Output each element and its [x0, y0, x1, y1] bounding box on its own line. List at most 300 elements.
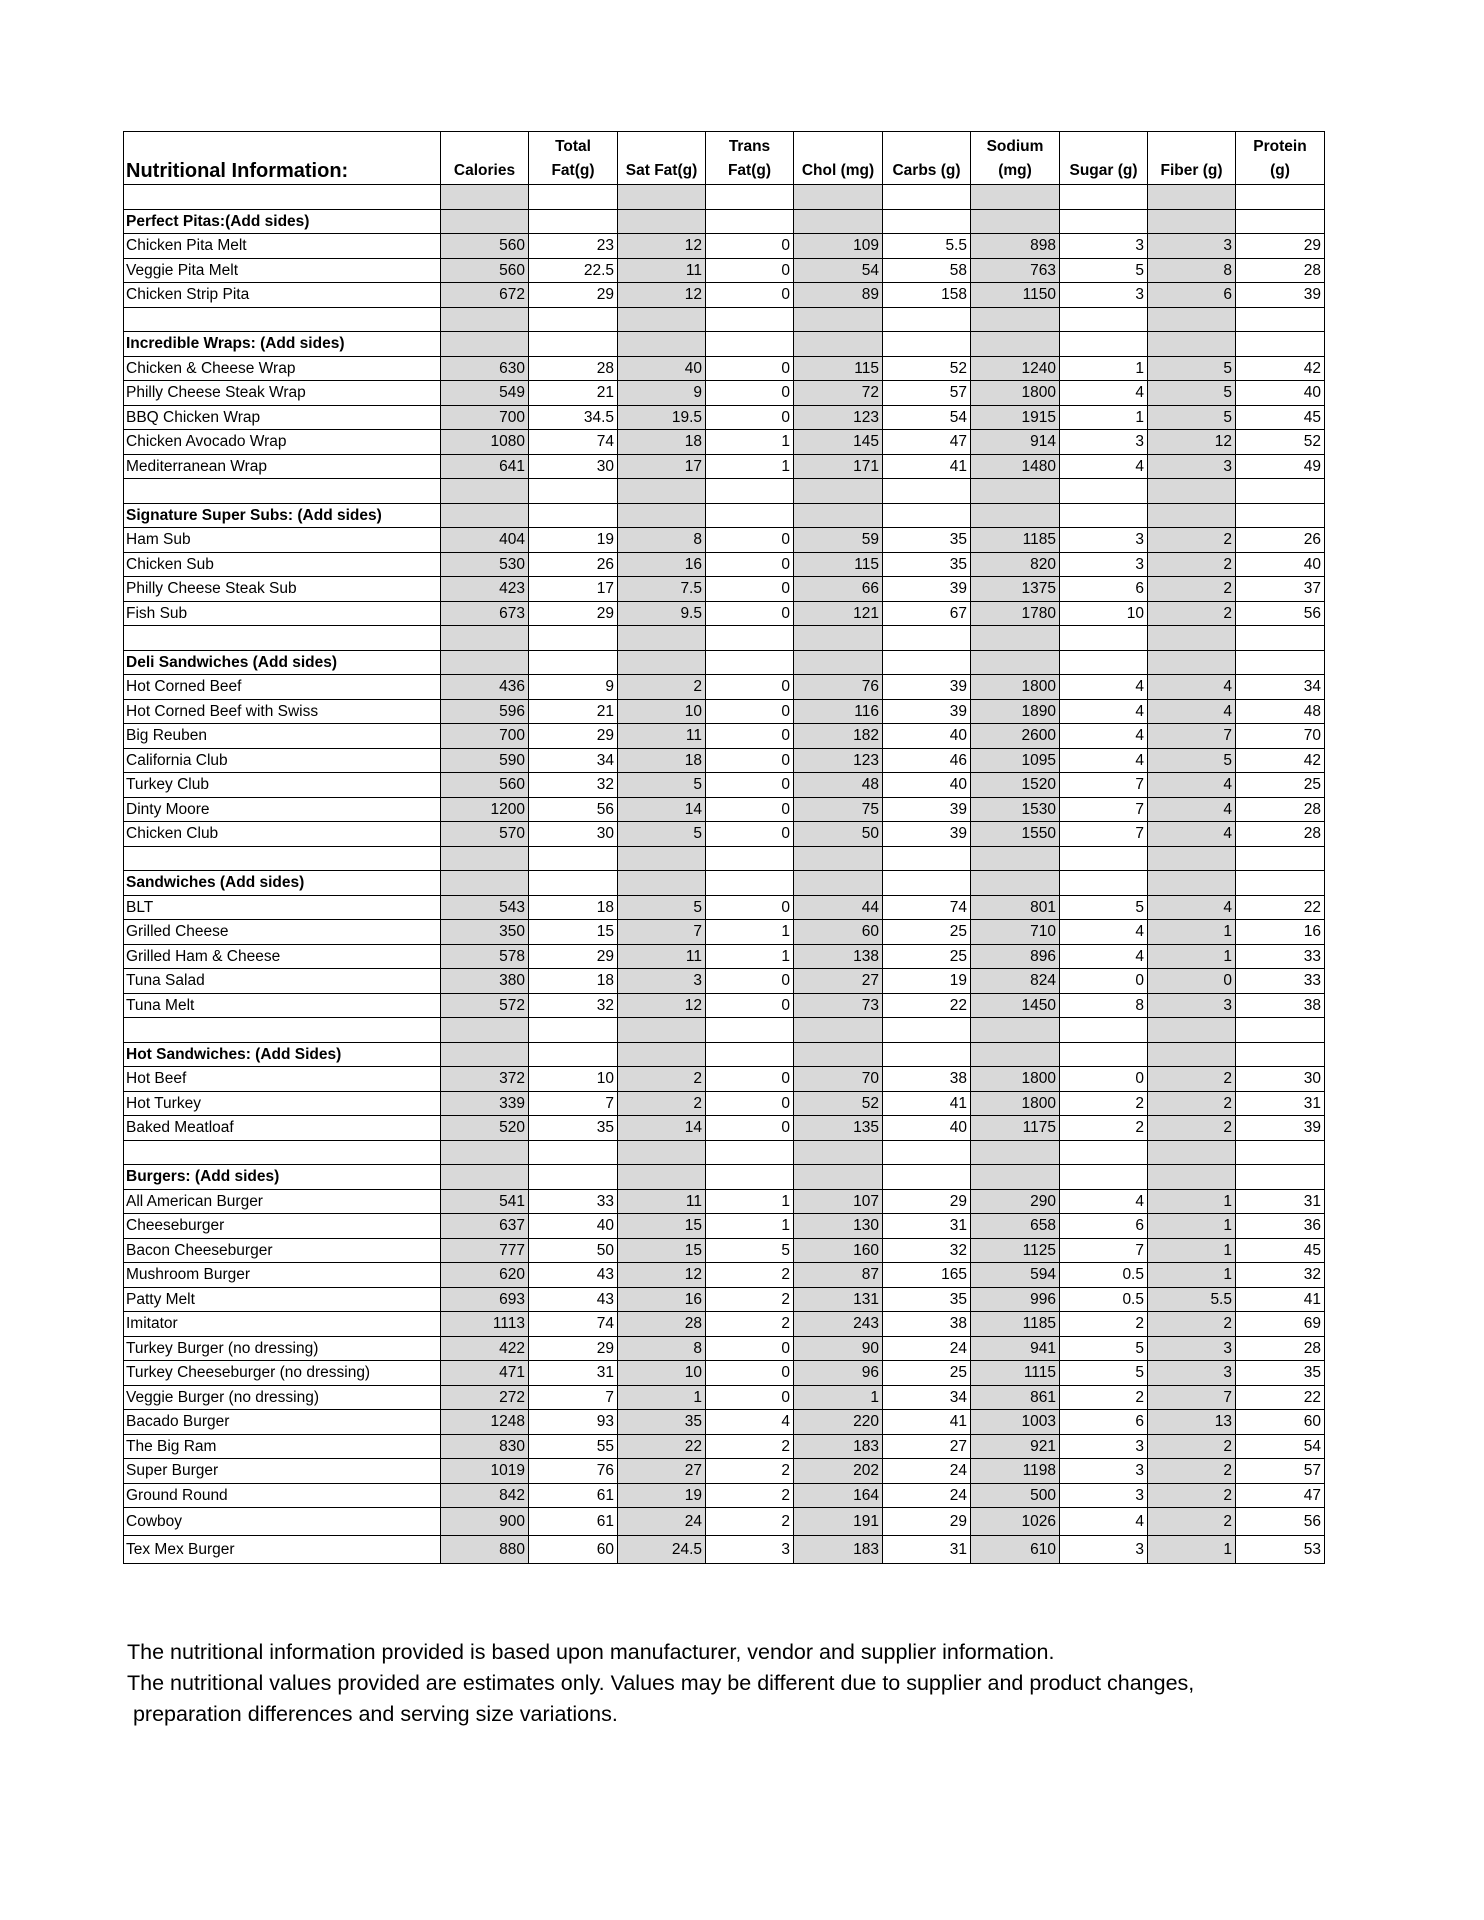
table-cell	[441, 185, 529, 210]
value-cell: 0	[706, 1336, 794, 1361]
table-cell	[618, 1042, 706, 1067]
value-cell: 0	[706, 969, 794, 994]
table-cell	[124, 626, 441, 651]
value-cell: 4	[1148, 822, 1236, 847]
value-cell: 41	[883, 454, 971, 479]
table-cell	[971, 185, 1060, 210]
item-name: Bacado Burger	[124, 1410, 441, 1435]
value-cell: 5	[1060, 895, 1148, 920]
table-cell	[529, 1042, 618, 1067]
value-cell: 1	[794, 1385, 883, 1410]
table-cell	[618, 846, 706, 871]
value-cell: 160	[794, 1238, 883, 1263]
table-cell	[1060, 307, 1148, 332]
value-cell: 44	[794, 895, 883, 920]
value-cell: 47	[1236, 1483, 1325, 1508]
table-cell	[441, 846, 529, 871]
table-cell	[1060, 185, 1148, 210]
table-cell	[529, 332, 618, 357]
section-header-row	[124, 332, 1325, 357]
value-cell: 131	[794, 1287, 883, 1312]
value-cell: 436	[441, 675, 529, 700]
value-cell: 7.5	[618, 577, 706, 602]
value-cell: 35	[529, 1116, 618, 1141]
value-cell: 4	[1060, 1508, 1148, 1536]
table-row	[124, 454, 1325, 479]
table-cell	[1148, 650, 1236, 675]
value-cell: 2	[1148, 577, 1236, 602]
table-cell	[441, 1018, 529, 1043]
table-cell	[794, 503, 883, 528]
value-cell: 6	[1060, 577, 1148, 602]
value-cell: 70	[1236, 724, 1325, 749]
value-cell: 0	[706, 552, 794, 577]
value-cell: 33	[529, 1189, 618, 1214]
value-cell: 290	[971, 1189, 1060, 1214]
value-cell: 1003	[971, 1410, 1060, 1435]
value-cell: 39	[1236, 283, 1325, 308]
value-cell: 16	[618, 1287, 706, 1312]
table-cell	[883, 1042, 971, 1067]
value-cell: 3	[1060, 1536, 1148, 1564]
value-cell: 31	[1236, 1091, 1325, 1116]
value-cell: 1	[706, 454, 794, 479]
table-cell	[1060, 1165, 1148, 1190]
section-title: Perfect Pitas:(Add sides)	[124, 209, 441, 234]
value-cell: 1800	[971, 381, 1060, 406]
value-cell: 7	[1060, 822, 1148, 847]
table-cell	[1148, 871, 1236, 896]
value-cell: 18	[529, 969, 618, 994]
table-cell	[618, 332, 706, 357]
value-cell: 0	[706, 283, 794, 308]
value-cell: 25	[1236, 773, 1325, 798]
column-header-line2: Fiber (g)	[1160, 162, 1223, 179]
value-cell: 4	[1148, 699, 1236, 724]
value-cell: 31	[883, 1214, 971, 1239]
value-cell: 4	[1060, 675, 1148, 700]
value-cell: 35	[883, 1287, 971, 1312]
column-header	[706, 132, 794, 185]
table-cell	[706, 650, 794, 675]
value-cell: 2	[706, 1483, 794, 1508]
table-row	[124, 430, 1325, 455]
value-cell: 243	[794, 1312, 883, 1337]
column-header	[1148, 132, 1236, 185]
value-cell: 67	[883, 601, 971, 626]
value-cell: 39	[1236, 1116, 1325, 1141]
value-cell: 5	[618, 895, 706, 920]
value-cell: 630	[441, 356, 529, 381]
value-cell: 74	[883, 895, 971, 920]
value-cell: 30	[529, 822, 618, 847]
value-cell: 0	[706, 675, 794, 700]
value-cell: 45	[1236, 405, 1325, 430]
table-cell	[618, 871, 706, 896]
table-cell	[794, 626, 883, 651]
value-cell: 0	[706, 577, 794, 602]
value-cell: 8	[618, 528, 706, 553]
value-cell: 4	[706, 1410, 794, 1435]
table-cell	[883, 1018, 971, 1043]
value-cell: 4	[1060, 381, 1148, 406]
item-name: Mediterranean Wrap	[124, 454, 441, 479]
table-cell	[529, 307, 618, 332]
table-cell	[1060, 846, 1148, 871]
value-cell: 1019	[441, 1459, 529, 1484]
value-cell: 578	[441, 944, 529, 969]
table-cell	[124, 846, 441, 871]
value-cell: 171	[794, 454, 883, 479]
table-cell	[794, 185, 883, 210]
value-cell: 164	[794, 1483, 883, 1508]
value-cell: 47	[883, 430, 971, 455]
value-cell: 58	[883, 258, 971, 283]
value-cell: 33	[1236, 944, 1325, 969]
value-cell: 60	[1236, 1410, 1325, 1435]
value-cell: 29	[529, 601, 618, 626]
value-cell: 0	[1148, 969, 1236, 994]
value-cell: 1125	[971, 1238, 1060, 1263]
value-cell: 46	[883, 748, 971, 773]
value-cell: 1240	[971, 356, 1060, 381]
value-cell: 1375	[971, 577, 1060, 602]
value-cell: 594	[971, 1263, 1060, 1288]
value-cell: 5	[1148, 356, 1236, 381]
value-cell: 596	[441, 699, 529, 724]
table-cell	[706, 307, 794, 332]
value-cell: 820	[971, 552, 1060, 577]
value-cell: 191	[794, 1508, 883, 1536]
value-cell: 8	[1148, 258, 1236, 283]
value-cell: 130	[794, 1214, 883, 1239]
table-cell	[529, 626, 618, 651]
table-cell	[1060, 626, 1148, 651]
table-cell	[883, 626, 971, 651]
value-cell: 54	[794, 258, 883, 283]
value-cell: 1	[1148, 1214, 1236, 1239]
table-cell	[441, 479, 529, 504]
value-cell: 10	[618, 1361, 706, 1386]
value-cell: 158	[883, 283, 971, 308]
value-cell: 996	[971, 1287, 1060, 1312]
table-cell	[618, 1165, 706, 1190]
value-cell: 55	[529, 1434, 618, 1459]
table-row	[124, 577, 1325, 602]
value-cell: 560	[441, 234, 529, 259]
column-header	[794, 132, 883, 185]
value-cell: 0	[706, 1116, 794, 1141]
value-cell: 572	[441, 993, 529, 1018]
value-cell: 35	[883, 552, 971, 577]
value-cell: 2	[1148, 601, 1236, 626]
table-cell	[441, 650, 529, 675]
table-cell	[1148, 209, 1236, 234]
table-row	[124, 405, 1325, 430]
value-cell: 5.5	[1148, 1287, 1236, 1312]
value-cell: 2	[706, 1508, 794, 1536]
value-cell: 135	[794, 1116, 883, 1141]
column-header	[618, 132, 706, 185]
value-cell: 4	[1060, 454, 1148, 479]
table-cell	[618, 307, 706, 332]
value-cell: 40	[883, 724, 971, 749]
value-cell: 5	[618, 773, 706, 798]
value-cell: 28	[1236, 822, 1325, 847]
item-name: Tex Mex Burger	[124, 1536, 441, 1564]
value-cell: 10	[1060, 601, 1148, 626]
table-cell	[618, 1018, 706, 1043]
table-cell	[529, 479, 618, 504]
value-cell: 40	[883, 1116, 971, 1141]
table-cell	[971, 626, 1060, 651]
value-cell: 541	[441, 1189, 529, 1214]
value-cell: 27	[618, 1459, 706, 1484]
table-cell	[1148, 1042, 1236, 1067]
value-cell: 700	[441, 405, 529, 430]
value-cell: 183	[794, 1434, 883, 1459]
value-cell: 560	[441, 258, 529, 283]
value-cell: 138	[794, 944, 883, 969]
value-cell: 339	[441, 1091, 529, 1116]
table-cell	[794, 1165, 883, 1190]
value-cell: 27	[794, 969, 883, 994]
value-cell: 28	[1236, 258, 1325, 283]
value-cell: 145	[794, 430, 883, 455]
value-cell: 90	[794, 1336, 883, 1361]
value-cell: 2	[706, 1459, 794, 1484]
column-header	[971, 132, 1060, 185]
value-cell: 1113	[441, 1312, 529, 1337]
table-cell	[794, 307, 883, 332]
table-cell	[971, 1140, 1060, 1165]
column-header-line2: Sugar (g)	[1069, 162, 1138, 179]
value-cell: 24	[883, 1459, 971, 1484]
table-cell	[971, 1018, 1060, 1043]
value-cell: 372	[441, 1067, 529, 1092]
value-cell: 0	[706, 258, 794, 283]
item-name: Ham Sub	[124, 528, 441, 553]
value-cell: 1	[618, 1385, 706, 1410]
value-cell: 7	[1060, 773, 1148, 798]
value-cell: 73	[794, 993, 883, 1018]
value-cell: 12	[1148, 430, 1236, 455]
value-cell: 1175	[971, 1116, 1060, 1141]
value-cell: 0	[706, 822, 794, 847]
table-cell	[706, 846, 794, 871]
table-cell	[1060, 871, 1148, 896]
item-name: Baked Meatloaf	[124, 1116, 441, 1141]
value-cell: 422	[441, 1336, 529, 1361]
value-cell: 56	[1236, 601, 1325, 626]
section-title: Incredible Wraps: (Add sides)	[124, 332, 441, 357]
item-name: Tuna Salad	[124, 969, 441, 994]
value-cell: 710	[971, 920, 1060, 945]
value-cell: 0	[706, 528, 794, 553]
value-cell: 39	[883, 797, 971, 822]
column-header-line1: Total	[555, 138, 591, 155]
value-cell: 672	[441, 283, 529, 308]
value-cell: 1	[1148, 1263, 1236, 1288]
table-cell	[1236, 332, 1325, 357]
value-cell: 2	[1060, 1091, 1148, 1116]
value-cell: 5	[1148, 405, 1236, 430]
item-name: Hot Corned Beef	[124, 675, 441, 700]
value-cell: 2	[618, 1091, 706, 1116]
value-cell: 549	[441, 381, 529, 406]
item-name: Mushroom Burger	[124, 1263, 441, 1288]
column-header	[1060, 132, 1148, 185]
value-cell: 48	[794, 773, 883, 798]
table-row	[124, 1214, 1325, 1239]
table-cell	[883, 185, 971, 210]
item-name: Chicken Strip Pita	[124, 283, 441, 308]
value-cell: 2	[1148, 1508, 1236, 1536]
table-cell	[883, 846, 971, 871]
value-cell: 31	[1236, 1189, 1325, 1214]
table-row	[124, 1459, 1325, 1484]
value-cell: 0	[706, 773, 794, 798]
table-row	[124, 699, 1325, 724]
value-cell: 2	[1148, 1459, 1236, 1484]
value-cell: 39	[883, 577, 971, 602]
value-cell: 7	[1148, 1385, 1236, 1410]
table-cell	[529, 1018, 618, 1043]
value-cell: 14	[618, 797, 706, 822]
table-row	[124, 773, 1325, 798]
table-body	[124, 185, 1325, 1564]
table-cell	[706, 209, 794, 234]
table-cell	[618, 479, 706, 504]
section-title: Hot Sandwiches: (Add Sides)	[124, 1042, 441, 1067]
value-cell: 2	[706, 1263, 794, 1288]
value-cell: 700	[441, 724, 529, 749]
table-cell	[883, 209, 971, 234]
value-cell: 272	[441, 1385, 529, 1410]
value-cell: 3	[1060, 1459, 1148, 1484]
item-name: Dinty Moore	[124, 797, 441, 822]
value-cell: 350	[441, 920, 529, 945]
section-header-row	[124, 871, 1325, 896]
value-cell: 22	[883, 993, 971, 1018]
value-cell: 22.5	[529, 258, 618, 283]
column-header-line2: Fat(g)	[727, 162, 772, 179]
value-cell: 4	[1060, 944, 1148, 969]
item-name: All American Burger	[124, 1189, 441, 1214]
value-cell: 3	[1148, 454, 1236, 479]
value-cell: 11	[618, 724, 706, 749]
value-cell: 898	[971, 234, 1060, 259]
table-cell	[618, 626, 706, 651]
value-cell: 8	[1060, 993, 1148, 1018]
value-cell: 15	[618, 1238, 706, 1263]
table-cell	[971, 871, 1060, 896]
item-name: Imitator	[124, 1312, 441, 1337]
value-cell: 2	[1148, 1067, 1236, 1092]
value-cell: 1	[1148, 1189, 1236, 1214]
value-cell: 24	[618, 1508, 706, 1536]
table-cell	[618, 1140, 706, 1165]
value-cell: 5	[1060, 1336, 1148, 1361]
section-title: Burgers: (Add sides)	[124, 1165, 441, 1190]
value-cell: 39	[883, 699, 971, 724]
table-cell	[618, 185, 706, 210]
value-cell: 12	[618, 234, 706, 259]
value-cell: 57	[883, 381, 971, 406]
column-header	[441, 132, 529, 185]
value-cell: 22	[618, 1434, 706, 1459]
value-cell: 11	[618, 944, 706, 969]
table-cell	[883, 650, 971, 675]
table-cell	[1060, 650, 1148, 675]
item-name: Hot Turkey	[124, 1091, 441, 1116]
value-cell: 0	[706, 1385, 794, 1410]
value-cell: 32	[1236, 1263, 1325, 1288]
table-row	[124, 895, 1325, 920]
item-name: Philly Cheese Steak Wrap	[124, 381, 441, 406]
table-row	[124, 1189, 1325, 1214]
value-cell: 16	[1236, 920, 1325, 945]
table-cell	[441, 307, 529, 332]
table-cell	[618, 209, 706, 234]
table-cell	[1236, 1018, 1325, 1043]
table-cell	[529, 1140, 618, 1165]
value-cell: 183	[794, 1536, 883, 1564]
table-row	[124, 1508, 1325, 1536]
value-cell: 165	[883, 1263, 971, 1288]
value-cell: 30	[529, 454, 618, 479]
value-cell: 2	[1148, 528, 1236, 553]
value-cell: 3	[1060, 1434, 1148, 1459]
item-name: Hot Beef	[124, 1067, 441, 1092]
table-cell	[794, 1140, 883, 1165]
table-row	[124, 1361, 1325, 1386]
value-cell: 17	[618, 454, 706, 479]
table-cell	[1236, 650, 1325, 675]
column-header-line1	[621, 135, 702, 159]
value-cell: 896	[971, 944, 1060, 969]
table-cell	[971, 650, 1060, 675]
table-cell	[706, 1140, 794, 1165]
value-cell: 9.5	[618, 601, 706, 626]
value-cell: 2	[706, 1312, 794, 1337]
value-cell: 1520	[971, 773, 1060, 798]
table-cell	[441, 871, 529, 896]
value-cell: 107	[794, 1189, 883, 1214]
value-cell: 6	[1060, 1214, 1148, 1239]
table-cell	[1148, 1165, 1236, 1190]
value-cell: 1800	[971, 675, 1060, 700]
value-cell: 35	[883, 528, 971, 553]
value-cell: 115	[794, 552, 883, 577]
value-cell: 37	[1236, 577, 1325, 602]
value-cell: 19	[618, 1483, 706, 1508]
item-name: Chicken Sub	[124, 552, 441, 577]
value-cell: 31	[883, 1536, 971, 1564]
value-cell: 1080	[441, 430, 529, 455]
section-header-row	[124, 650, 1325, 675]
section-header-row	[124, 1042, 1325, 1067]
blank-row	[124, 626, 1325, 651]
value-cell: 1248	[441, 1410, 529, 1435]
table-cell	[883, 871, 971, 896]
value-cell: 7	[618, 920, 706, 945]
table-row	[124, 356, 1325, 381]
table-title: Nutritional Information:	[124, 132, 441, 185]
value-cell: 3	[1148, 234, 1236, 259]
table-row	[124, 724, 1325, 749]
value-cell: 0	[706, 405, 794, 430]
